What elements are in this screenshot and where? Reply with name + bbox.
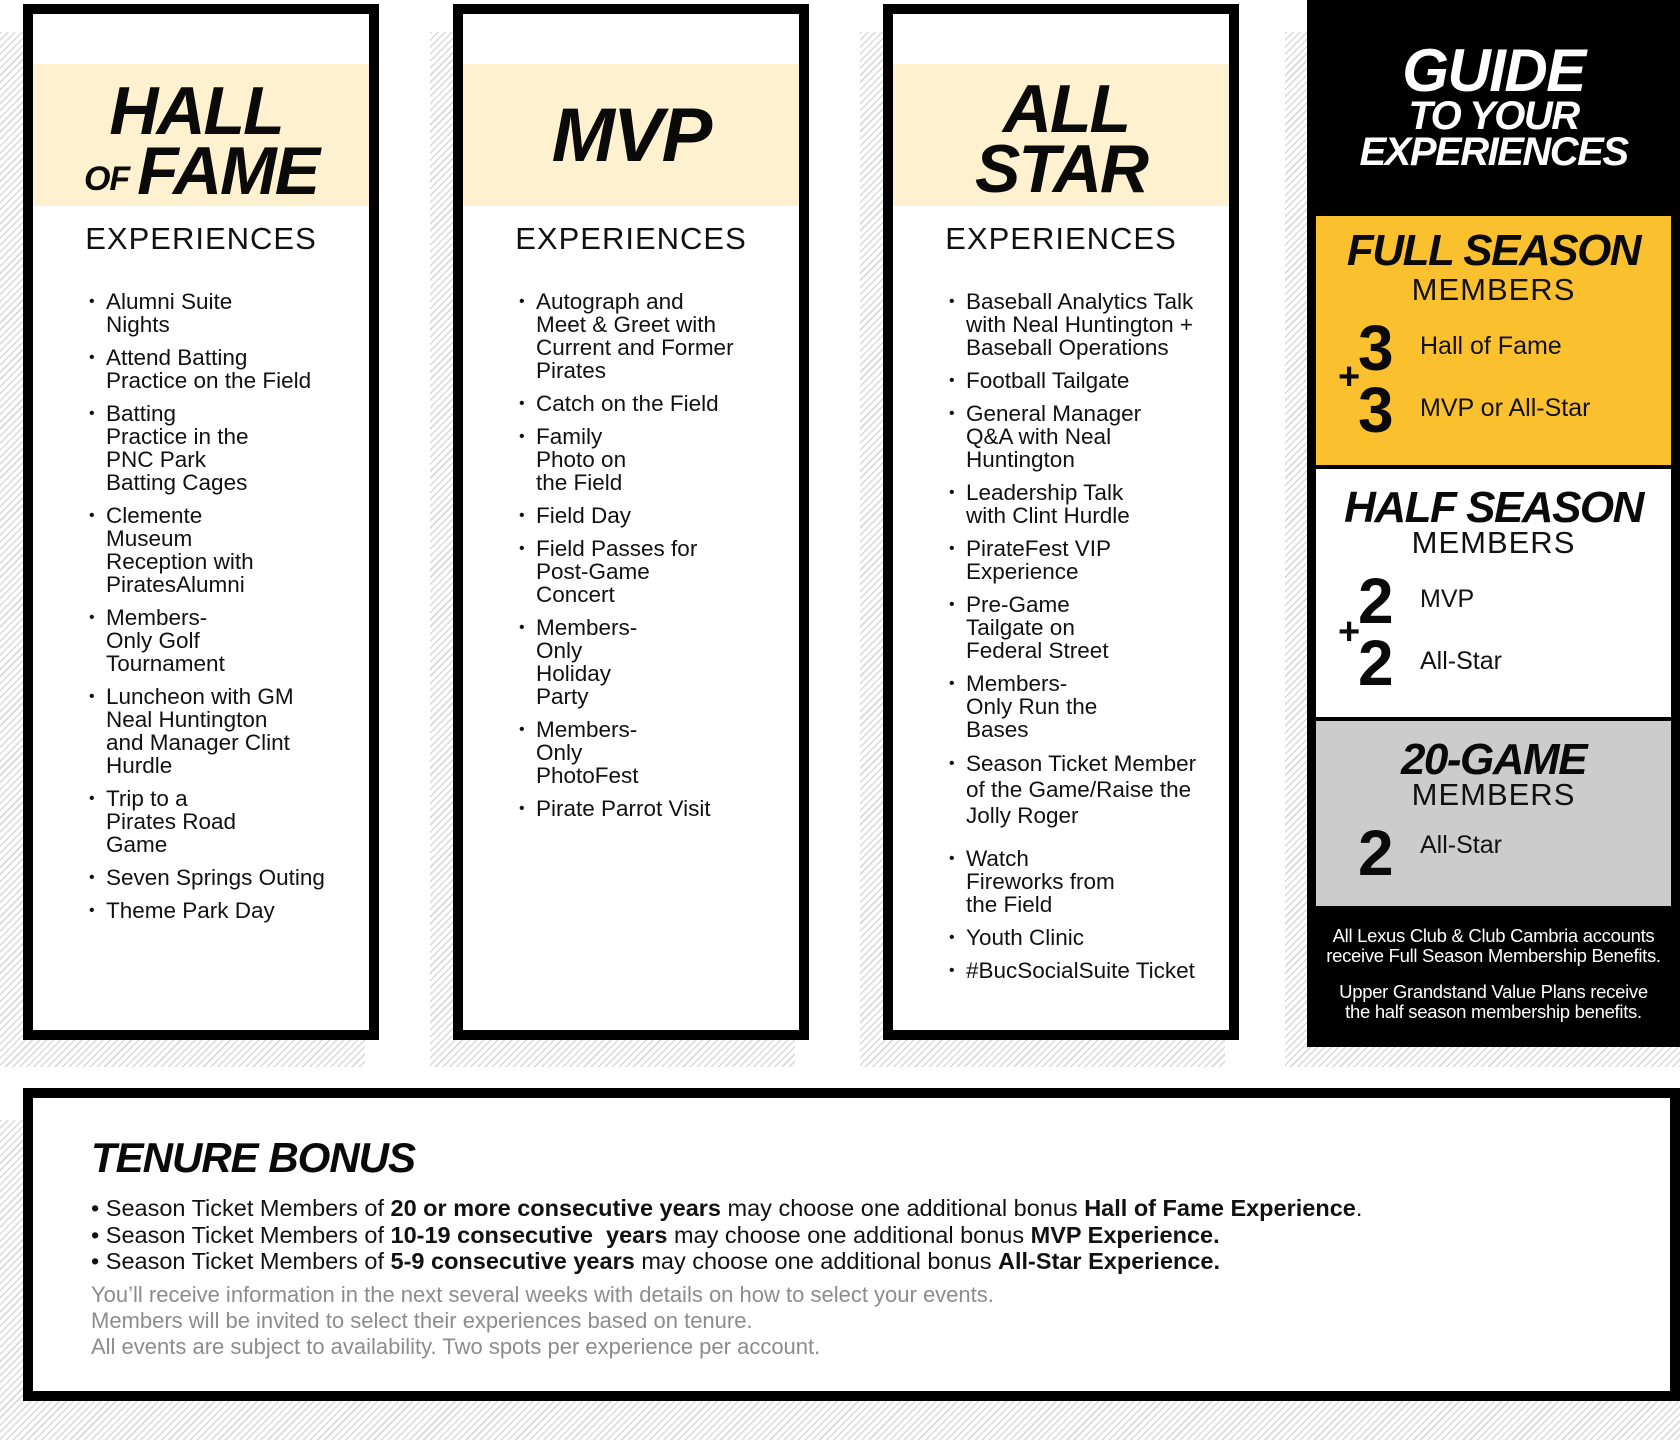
guide-panel: [1307, 0, 1680, 1047]
half-season-label-2: All-Star: [1420, 647, 1502, 675]
all-star-subtitle: EXPERIENCES: [945, 221, 1177, 256]
list-item: • Catch on the Field: [519, 392, 759, 415]
list-item: • Season Ticket Member of the Game/Raise the Jolly Roger: [949, 751, 1209, 829]
list-item: • Batting Practice in the PNC Park Batting Cages: [89, 402, 329, 494]
hall-of-fame-title-line2: FAME: [137, 132, 319, 209]
list-item: • Baseball Analytics Talk with Neal Huntington + Baseball Operations: [949, 290, 1209, 359]
hall-of-fame-column: [23, 4, 379, 1040]
half-season-count-2: 2: [1358, 627, 1394, 699]
bullet: •: [91, 1195, 100, 1221]
list-item: • #BucSocialSuite Ticket: [949, 959, 1209, 982]
all-star-column: [883, 4, 1239, 1040]
grandstand-note-line2: the half season membership benefits.: [1345, 1001, 1642, 1022]
mvp-column: [453, 4, 809, 1040]
list-item: • Theme Park Day: [89, 899, 329, 922]
tenure-line: [91, 1195, 1362, 1222]
tenure-line-experience: All-Star Experience.: [998, 1248, 1221, 1274]
guide-title-line1: GUIDE: [1402, 37, 1585, 104]
tenure-line-years: 5-9 consecutive years: [390, 1248, 635, 1274]
twenty-game-name: 20-GAME: [1400, 735, 1587, 784]
all-star-list: [949, 290, 1209, 992]
lexus-note-line2: receive Full Season Membership Benefits.: [1326, 945, 1661, 966]
bullet: •: [91, 1248, 100, 1274]
twenty-game-tier: [1316, 721, 1671, 906]
list-item: • Field Passes for Post-Game Concert: [519, 537, 759, 606]
full-season-name: FULL SEASON: [1346, 226, 1641, 275]
list-item: • PirateFest VIP Experience: [949, 537, 1209, 583]
tenure-note: All events are subject to availability. Two spots per experience per account.: [91, 1334, 821, 1359]
list-item: • Alumni Suite Nights: [89, 290, 329, 336]
tenure-line-pre: Season Ticket Members of: [105, 1221, 391, 1248]
all-star-title-line1: ALL: [1002, 71, 1130, 147]
full-season-count-1: 3: [1358, 312, 1394, 384]
guide-title-line3: EXPERIENCES: [1359, 130, 1628, 174]
hall-of-fame-title-line1: HALL: [109, 73, 283, 149]
full-season-count-2: 3: [1358, 374, 1394, 446]
list-item: • Members-Only Holiday Party: [519, 616, 759, 708]
tenure-line-mid: may choose one additional bonus: [667, 1221, 1031, 1248]
guide-title: [1307, 37, 1680, 174]
tenure-note: Members will be invited to select their experiences based on tenure.: [91, 1308, 753, 1333]
twenty-game-count: 2: [1358, 817, 1394, 889]
grandstand-note-line1: Upper Grandstand Value Plans receive: [1339, 981, 1648, 1002]
mvp-title: MVP: [551, 93, 711, 178]
list-item: • Seven Springs Outing: [89, 866, 329, 889]
tenure-line-pre: Season Ticket Members of: [105, 1248, 391, 1274]
full-season-label-2: MVP or All-Star: [1420, 394, 1591, 422]
half-season-count-1: 2: [1358, 565, 1394, 637]
list-item: • Trip to a Pirates Road Game: [89, 787, 329, 856]
tenure-bonus-section: [23, 1088, 1680, 1401]
full-season-label-1: Hall of Fame: [1420, 332, 1562, 360]
hall-of-fame-title-of: OF: [83, 159, 130, 198]
half-season-tier: [1316, 469, 1671, 717]
full-season-tier: [1316, 216, 1671, 465]
lexus-note-line1: All Lexus Club & Club Cambria accounts: [1332, 925, 1655, 946]
list-item: • Football Tailgate: [949, 369, 1209, 392]
tenure-line-experience: MVP Experience.: [1030, 1221, 1220, 1248]
list-item: • Attend Batting Practice on the Field: [89, 346, 329, 392]
list-item: • Members-Only PhotoFest: [519, 718, 759, 787]
tenure-bonus-list: [91, 1195, 1362, 1275]
tenure-line-mid: may choose one additional bonus: [634, 1248, 998, 1274]
tenure-notes: [91, 1282, 994, 1360]
bullet: •: [91, 1221, 100, 1248]
tenure-line-experience: Hall of Fame Experience: [1084, 1195, 1356, 1221]
tenure-line-post: .: [1355, 1195, 1363, 1221]
list-item: • Family Photo on the Field: [519, 425, 759, 494]
tenure-line-years: 10-19 consecutive years: [390, 1221, 668, 1248]
tenure-note: You’ll receive information in the next several weeks with details on how to select your events.: [91, 1282, 994, 1307]
half-season-name: HALF SEASON: [1344, 483, 1643, 532]
half-season-members: MEMBERS: [1411, 525, 1576, 560]
plus-icon: +: [1338, 356, 1361, 398]
tenure-line: [91, 1248, 1362, 1275]
hall-of-fame-title: [33, 73, 369, 209]
mvp-header: [463, 64, 799, 206]
tenure-line-pre: Season Ticket Members of: [105, 1195, 391, 1221]
list-item: • Youth Clinic: [949, 926, 1209, 949]
tenure-bonus-title: TENURE BONUS: [91, 1134, 416, 1181]
all-star-title: [893, 71, 1229, 207]
list-item: • Pre-Game Tailgate on Federal Street: [949, 593, 1209, 662]
tenure-line: [91, 1222, 1362, 1249]
plus-icon: +: [1338, 611, 1361, 653]
guide-title-line2: TO YOUR: [1408, 94, 1579, 138]
list-item: • Watch Fireworks from the Field: [949, 847, 1209, 916]
list-item: • Luncheon with GM Neal Huntington and Manager Clint Hurdle: [89, 685, 329, 777]
list-item: • Autograph and Meet & Greet with Current and Former Pirates: [519, 290, 759, 382]
list-item: • Pirate Parrot Visit: [519, 797, 759, 820]
grandstand-note: [1307, 982, 1680, 1022]
list-item: • Clemente Museum Reception with PiratesAlumni: [89, 504, 329, 596]
full-season-members: MEMBERS: [1411, 272, 1576, 307]
hall-of-fame-subtitle: EXPERIENCES: [85, 221, 317, 256]
list-item: • Members-Only Run the Bases: [949, 672, 1209, 741]
all-star-header: [893, 64, 1229, 206]
list-item: • Leadership Talk with Clint Hurdle: [949, 481, 1209, 527]
mvp-list: [519, 290, 759, 830]
twenty-game-members: MEMBERS: [1411, 777, 1576, 812]
twenty-game-label: All-Star: [1420, 831, 1502, 859]
list-item: • Field Day: [519, 504, 759, 527]
hall-of-fame-header: [33, 64, 369, 209]
list-item: • Members-Only Golf Tournament: [89, 606, 329, 675]
all-star-title-line2: STAR: [974, 130, 1148, 207]
hall-of-fame-title-line2-wrap: [33, 132, 369, 209]
half-season-label-1: MVP: [1420, 585, 1475, 613]
lexus-note: [1307, 926, 1680, 966]
tenure-line-years: 20 or more consecutive years: [390, 1195, 721, 1221]
list-item: • General Manager Q&A with Neal Huntington: [949, 402, 1209, 471]
hall-of-fame-list: [89, 290, 329, 932]
tenure-line-mid: may choose one additional bonus: [720, 1195, 1085, 1221]
mvp-subtitle: EXPERIENCES: [515, 221, 747, 256]
